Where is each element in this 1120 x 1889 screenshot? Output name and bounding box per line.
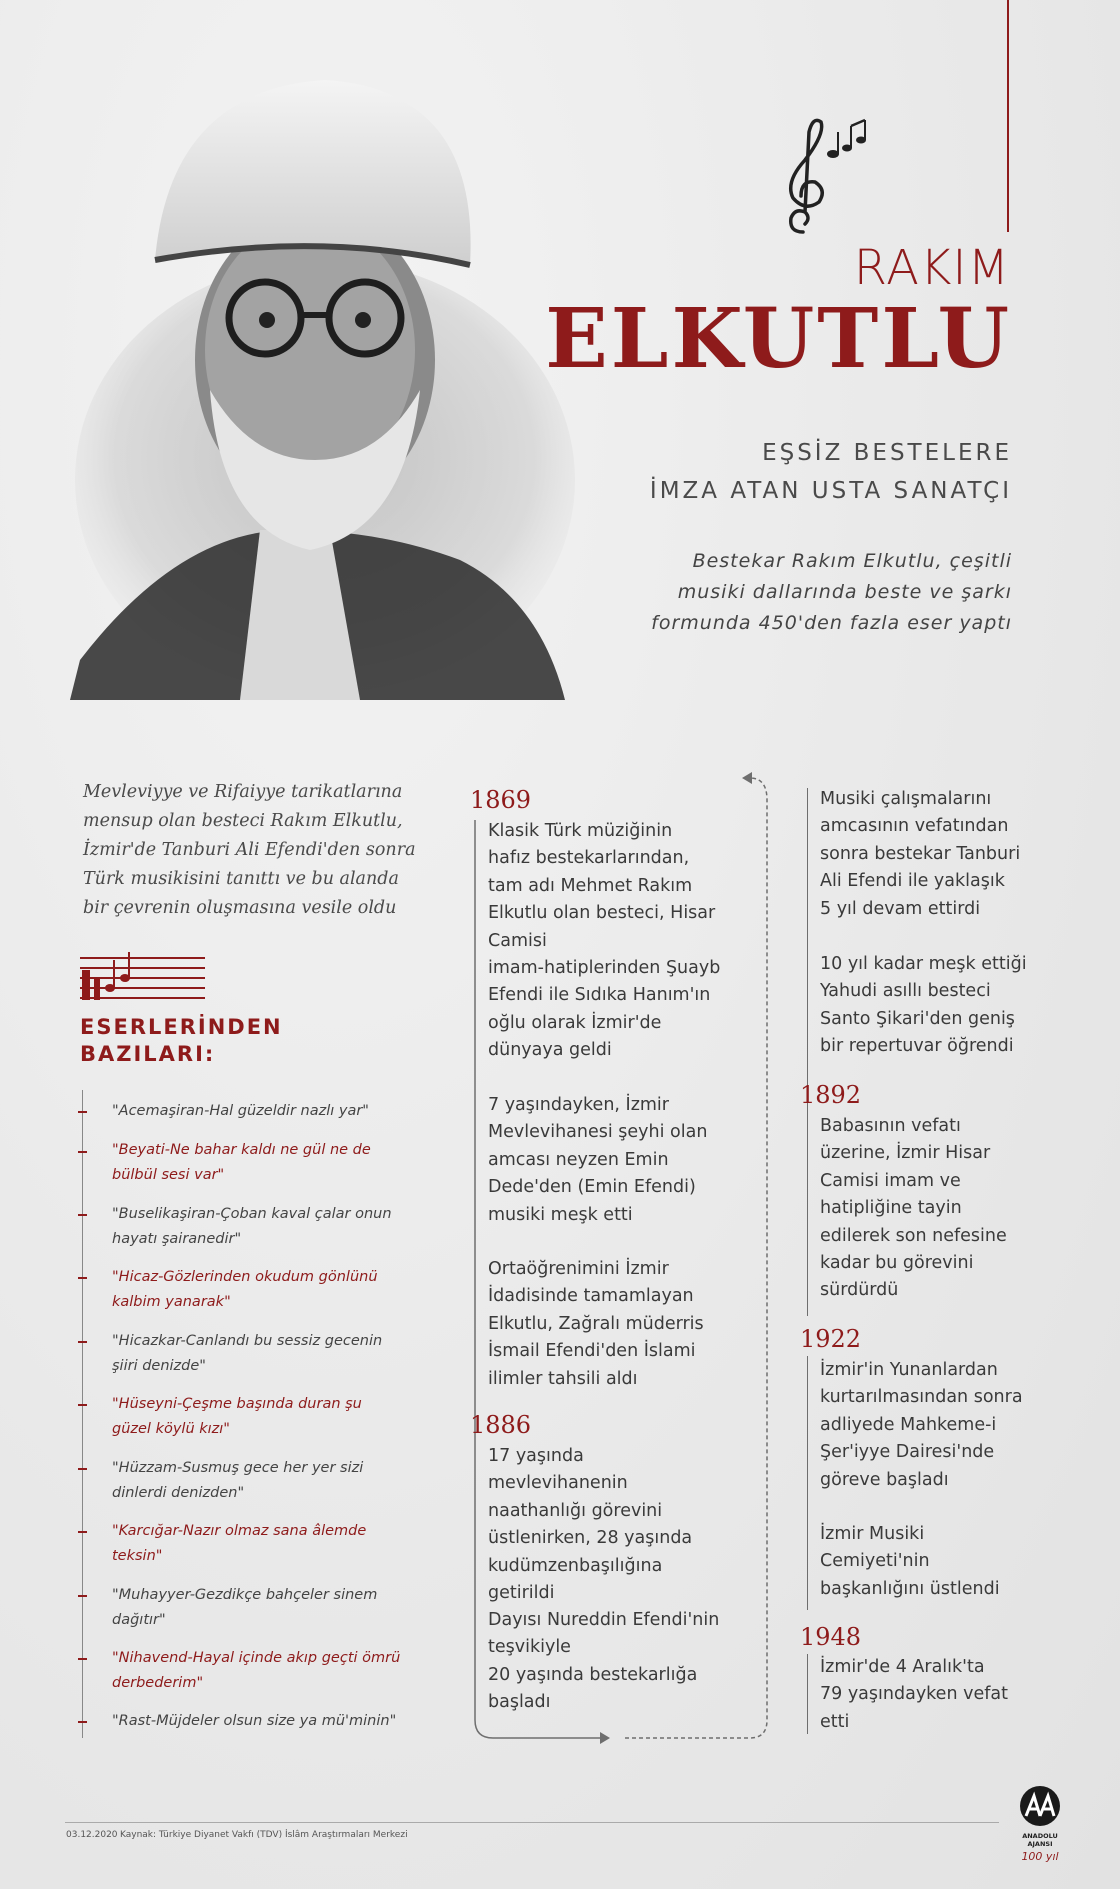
timeline-text: İzmir'in Yunanlardan kurtarılmasından sonra adliyede Mahkeme-i Şer'iyye Dairesi'nde göreve başladı (820, 1360, 1023, 1490)
timeline-text: İzmir Musiki Cemiyeti'nin başkanlığını üstlendi (820, 1524, 1000, 1599)
work-bullet (78, 1341, 87, 1343)
timeline-vertical-line (807, 1356, 808, 1610)
timeline-text: Babasının vefatı üzerine, İzmir Hisar Camisi imam ve hatipliğine tayin edilerek son nefesine kadar bu görevini sürdürdü (820, 1116, 1007, 1301)
treble-clef-notes-icon (775, 112, 875, 242)
decorative-red-line (1007, 0, 1009, 232)
timeline-vertical-line (807, 1654, 808, 1734)
first-name-heading: RAKIM (853, 240, 1010, 296)
intro-right-text: Bestekar Rakım Elkutlu, çeşitli musiki dallarında beste ve şarkı formunda 450'den fazla eser yaptı (651, 550, 1012, 634)
logo-text: ANADOLU AJANSI (1022, 1832, 1058, 1848)
year-label: 1948 (800, 1623, 862, 1651)
timeline-text: Musiki çalışmalarını amcasının vefatından sonra bestekar Tanburi Ali Efendi ile yaklaşık 5 yıl devam ettirdi (820, 789, 1021, 919)
year-label: 1886 (470, 1411, 532, 1439)
year-label: 1922 (800, 1325, 862, 1353)
footer-date: 03.12.2020 (66, 1830, 118, 1840)
work-item: "Hicazkar-Canlandı bu sessiz gecenin şiiri denizde" (112, 1333, 383, 1374)
subtitle-line: EŞSİZ BESTELERE (762, 440, 1012, 466)
works-list-line (82, 1090, 83, 1738)
works-heading-line: ESERLERİNDEN (80, 1015, 283, 1039)
timeline-text: Dayısı Nureddin Efendi'nin teşvikiyle 20 yaşında bestekarlığa başladı (488, 1610, 720, 1713)
work-bullet (78, 1111, 87, 1113)
timeline-text: 17 yaşında mevlevihanenin naathanlığı görevini üstlenirken, 28 yaşında kudümzenbaşılığına getirildi (488, 1446, 693, 1604)
portrait-photo (60, 60, 580, 700)
work-item: "Muhayyer-Gezdikçe bahçeler sinem dağıtır" (112, 1587, 378, 1628)
footer-divider (65, 1822, 999, 1823)
work-bullet (78, 1214, 87, 1216)
work-item: "Buselikaşiran-Çoban kaval çalar onun hayatı şairanedir" (112, 1206, 392, 1247)
logo-anniversary: 100 yıl (1021, 1850, 1059, 1863)
timeline-text: İzmir'de 4 Aralık'ta 79 yaşındayken vefat etti (820, 1657, 1008, 1732)
work-item: "Hicaz-Gözlerinden okudum gönlünü kalbim yanarak" (112, 1269, 378, 1310)
works-heading-line: BAZILARI: (80, 1042, 216, 1066)
work-bullet (78, 1277, 87, 1279)
work-bullet (78, 1468, 87, 1470)
works-heading (80, 1014, 283, 1068)
work-item: "Karcığar-Nazır olmaz sana âlemde teksin" (112, 1523, 367, 1564)
work-bullet (78, 1721, 87, 1723)
last-name-heading: ELKUTLU (545, 291, 1012, 387)
timeline-text: 7 yaşındayken, İzmir Mevlevihanesi şeyhi olan amcası neyzen Emin Dede'den (Emin Efendi) musiki meşk etti (488, 1095, 708, 1225)
intro-left-text: Mevleviyye ve Rifaiyye tarikatlarına mensup olan besteci Rakım Elkutlu, İzmir'de Tanburi Ali Efendi'den sonra Türk musikisini tanıttı ve bu alanda bir çevrenin oluşmasına vesile oldu (83, 782, 416, 918)
work-bullet (78, 1595, 87, 1597)
work-item: "Acemaşiran-Hal güzeldir nazlı yar" (112, 1103, 369, 1119)
year-label: 1869 (470, 786, 532, 814)
work-item: "Hüzzam-Susmuş gece her yer sizi dinlerdi denizden" (112, 1460, 364, 1501)
work-bullet (78, 1404, 87, 1406)
work-item: "Beyati-Ne bahar kaldı ne gül ne de bülbül sesi var" (112, 1142, 371, 1183)
work-item: "Nihavend-Hayal içinde akıp geçti ömrü derbederim" (112, 1650, 401, 1691)
work-item: "Hüseyni-Çeşme başında duran şu güzel köylü kızı" (112, 1396, 362, 1437)
work-bullet (78, 1151, 87, 1153)
timeline-text: Ortaöğrenimini İzmir İdadisinde tamamlayan Elkutlu, Zağralı müderris İsmail Efendi'den İslami ilimler tahsili aldı (488, 1259, 704, 1389)
music-staff-icon (80, 948, 205, 1003)
aa-logo-icon (1010, 1784, 1070, 1828)
footer-source: Kaynak: Türkiye Diyanet Vakfı (TDV) İslâm Araştırmaları Merkezi (120, 1830, 408, 1840)
work-bullet (78, 1658, 87, 1660)
anadolu-ajansi-logo (1010, 1784, 1070, 1862)
timeline-vertical-line (807, 788, 808, 1316)
timeline-text: 10 yıl kadar meşk ettiği Yahudi asıllı besteci Santo Şikari'den geniş bir repertuvar öğrendi (820, 954, 1027, 1057)
work-bullet (78, 1531, 87, 1533)
work-item: "Rast-Müjdeler olsun size ya mü'minin" (112, 1713, 397, 1729)
subtitle-line: İMZA ATAN USTA SANATÇI (649, 478, 1012, 504)
timeline-text: Klasik Türk müziğinin hafız bestekarlarından, tam adı Mehmet Rakım Elkutlu olan besteci, Hisar Camisi imam-hatiplerinden Şuayb Efendi ile Sıdıka Hanım'ın oğlu olarak İzmir'de dünyaya geldi (488, 821, 721, 1061)
year-label: 1892 (800, 1081, 862, 1109)
subtitle (650, 434, 1012, 510)
